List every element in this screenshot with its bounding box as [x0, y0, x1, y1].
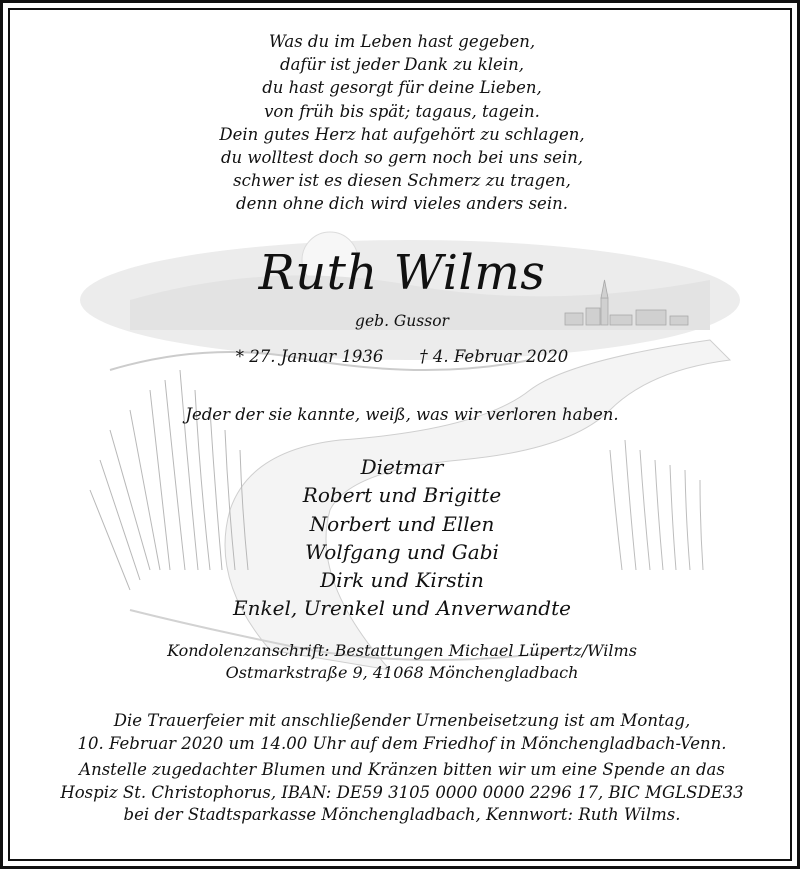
- poem-line: du hast gesorgt für deine Lieben,: [262, 78, 542, 98]
- funeral-notice: [10, 710, 792, 827]
- donation-line: Anstelle zugedachter Blumen und Kränzen bitten wir um eine Spende an das: [79, 760, 725, 779]
- memorial-saying: Jeder der sie kannte, weiß, was wir verloren haben.: [185, 405, 619, 424]
- mourner: Dirk und Kirstin: [320, 568, 484, 593]
- poem-line: dafür ist jeder Dank zu klein,: [280, 55, 524, 75]
- ceremony-line: Die Trauerfeier mit anschließender Urnenbeisetzung ist am Montag,: [113, 711, 691, 730]
- poem-line: Dein gutes Herz hat aufgehört zu schlagen,: [219, 124, 585, 144]
- deceased-name: Ruth Wilms: [258, 245, 546, 301]
- poem-line: Was du im Leben hast gegeben,: [268, 32, 536, 51]
- mourner: Wolfgang und Gabi: [305, 539, 499, 564]
- donation-line: bei der Stadtsparkasse Mönchengladbach, Kennwort: Ruth Wilms.: [123, 805, 681, 824]
- poem-line: schwer ist es diesen Schmerz zu tragen,: [233, 171, 571, 191]
- obituary-card: [8, 8, 792, 861]
- poem-line: von früh bis spät; tagaus, tagein.: [264, 101, 540, 121]
- poem-line: du wolltest doch so gern noch bei uns sein,: [221, 148, 583, 168]
- mourner: Norbert und Ellen: [309, 511, 495, 536]
- poem: [10, 30, 792, 216]
- life-dates: [10, 346, 792, 368]
- condolence-line: Ostmarkstraße 9, 41068 Mönchengladbach: [225, 663, 579, 682]
- mourner: Enkel, Urenkel und Anverwandte: [233, 596, 571, 621]
- death-date: † 4. Februar 2020: [419, 347, 569, 366]
- condolence-line: Kondolenzanschrift: Bestattungen Michael Lüpertz/Wilms: [167, 641, 637, 660]
- mourner: Dietmar: [360, 455, 444, 479]
- poem-line: denn ohne dich wird vieles anders sein.: [236, 194, 568, 214]
- ceremony-line: 10. Februar 2020 um 14.00 Uhr auf dem Friedhof in Mönchengladbach-Venn.: [77, 733, 727, 753]
- mourners-list: [10, 453, 792, 623]
- mourner: Robert und Brigitte: [302, 483, 502, 508]
- condolence-address: [10, 640, 792, 684]
- maiden-name: geb. Gussor: [355, 312, 449, 330]
- donation-line: Hospiz St. Christophorus, IBAN: DE59 3105 0000 0000 2296 17, BIC MGLSDE33: [60, 782, 744, 802]
- birth-date: * 27. Januar 1936: [235, 347, 384, 366]
